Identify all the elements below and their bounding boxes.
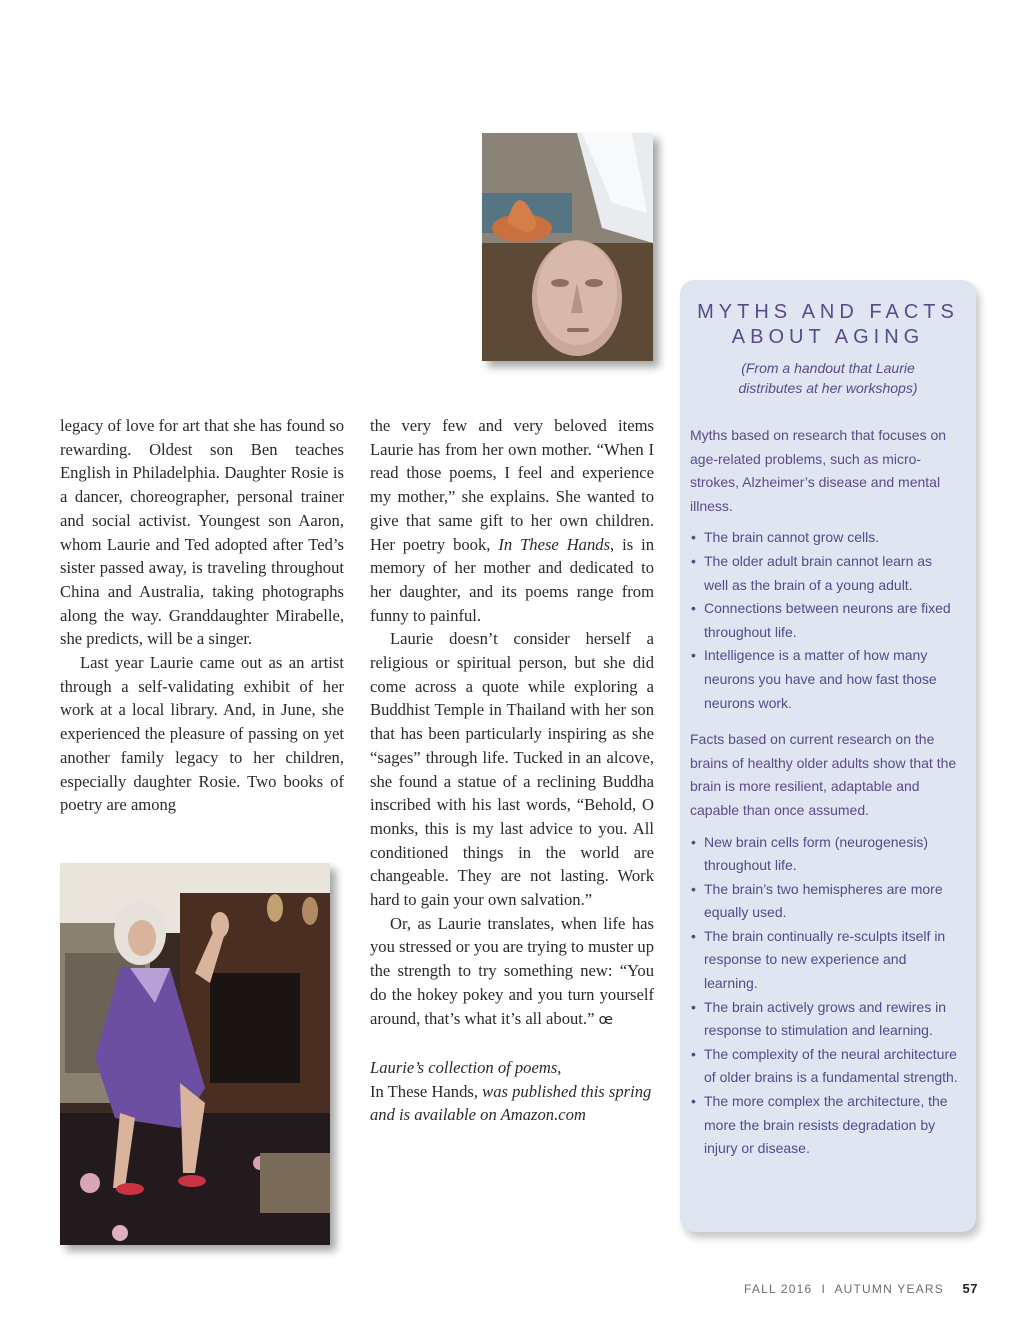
caption-text: Laurie’s collection of poems,	[370, 1057, 562, 1077]
sidebar-subtitle: (From a handout that Laurie distributes at her workshops)	[738, 360, 918, 396]
facts-list	[680, 831, 960, 1161]
photo-clay-mask	[482, 133, 653, 361]
myths-list	[680, 526, 960, 715]
list-item-text: The older adult brain cannot learn as well as the brain of a young adult.	[704, 552, 933, 593]
list-item-text: The brain cannot grow cells.	[704, 529, 880, 546]
bullet-icon: •	[691, 833, 696, 850]
page-footer	[744, 1281, 978, 1299]
footer-magazine: AUTUMN YEARS	[834, 1282, 944, 1296]
article-paragraph: legacy of love for art that she has found so rewarding. Oldest son Ben teaches English in Philadelphia. Daughter Rosie is a dancer, choreographer, personal trainer and social activist. Youngest son Aaron, whom Laurie and Ted adopted after Ted’s sister passed away, is traveling throughout China and Australia, taking photographs along the way. Granddaughter Mirabelle, she predicts, will be a singer.	[60, 416, 344, 649]
article-paragraph: Last year Laurie came out as an artist through a self-validating exhibit of her work at a local library. And, in June, she experienced the pleasure of passing on yet another family legacy to her children, especially daughter Rosie. Two books of poetry are among	[60, 653, 344, 815]
bullet-icon: •	[691, 998, 696, 1015]
sidebar-title: MYTHS AND FACTS ABOUT AGING	[697, 301, 959, 348]
footer-issue: FALL 2016	[744, 1282, 813, 1296]
fact-item	[691, 831, 960, 878]
dancing-woman-image	[60, 863, 330, 1245]
fact-item	[691, 878, 960, 925]
list-item-text: The complexity of the neural architecture of older brains is a fundamental strength.	[704, 1045, 958, 1086]
book-title: In These Hands	[498, 534, 611, 554]
fact-item	[691, 1090, 960, 1161]
article-middle-column	[370, 414, 654, 1127]
caption-text: , was published this spring and is available on Amazon.com	[370, 1081, 652, 1125]
page-number: 57	[962, 1281, 978, 1296]
article-paragraph	[370, 414, 654, 627]
clay-mask-image	[482, 133, 653, 361]
list-item-text: The brain continually re-sculpts itself in response to new experience and learning.	[704, 927, 946, 992]
fact-item	[691, 925, 960, 996]
myth-item	[691, 597, 960, 644]
list-item-text: The more complex the architecture, the more the brain resists degradation by injury or disease.	[704, 1093, 948, 1157]
footer-separator: I	[821, 1282, 827, 1296]
myth-item	[691, 550, 960, 597]
paragraph-text: , is in memory of her mother and dedicated to her daughter, and its poems range from funny to painful.	[370, 534, 654, 625]
article-paragraph	[370, 912, 654, 1033]
list-item-text: The brain actively grows and rewires in response to stimulation and learning.	[704, 998, 946, 1039]
fact-item	[691, 996, 960, 1043]
caption-book-title: In These Hands	[370, 1081, 474, 1101]
bullet-icon: •	[691, 552, 696, 569]
myths-facts-sidebar	[680, 280, 976, 1232]
fact-item	[691, 1043, 960, 1090]
bullet-icon: •	[691, 1045, 696, 1062]
list-item-text: New brain cells form (neurogenesis) throughout life.	[704, 833, 929, 874]
article-left-column	[60, 414, 344, 817]
myths-intro: Myths based on research that focuses on age-related problems, such as micro- strokes, Alzheimer’s disease and mental illness.	[690, 427, 947, 514]
paragraph-text: Or, as Laurie translates, when life has you stressed or you are trying to muster up the strength to try something new: “You do the hokey pokey and you turn yourself around, that’s what it’s all about.”	[370, 913, 654, 1028]
list-item-text: Intelligence is a matter of how many neurons you have and how fast those neurons work.	[704, 647, 937, 711]
facts-intro: Facts based on current research on the brains of healthy older adults show that the brain is more resilient, adaptable and capable than once assumed.	[690, 731, 957, 818]
myth-item	[691, 644, 960, 715]
article-paragraph: Laurie doesn’t consider herself a religious or spiritual person, but she did come across a quote while exploring a Buddhist Temple in Thailand with her son that has been particularly inspiring as she “sages” through life. Tucked in an alcove, she found a statue of a reclining Buddha inscribed with his last words, “Behold, O monks, this is my last advice to you. All conditioned things in the world are changeable. They are not lasting. Work hard to gain your own salvation.”	[370, 629, 654, 910]
bullet-icon: •	[691, 647, 696, 664]
bullet-icon: •	[691, 1093, 696, 1110]
list-item-text: The brain’s two hemispheres are more equally used.	[704, 880, 943, 921]
myth-item	[691, 526, 960, 550]
photo-dancing-woman	[60, 863, 330, 1245]
bullet-icon: •	[691, 880, 696, 897]
bullet-icon: •	[691, 600, 696, 617]
bullet-icon: •	[691, 529, 696, 546]
bullet-icon: •	[691, 927, 696, 944]
book-caption	[370, 1056, 654, 1127]
paragraph-text: the very few and very beloved items Laurie has from her own mother. “When I read those poems, I feel and experience my mother,” she explains. She wanted to give that same gift to her own children. Her poetry book,	[370, 416, 654, 554]
list-item-text: Connections between neurons are fixed throughout life.	[704, 600, 951, 640]
end-of-article-icon: œ	[598, 1011, 613, 1028]
